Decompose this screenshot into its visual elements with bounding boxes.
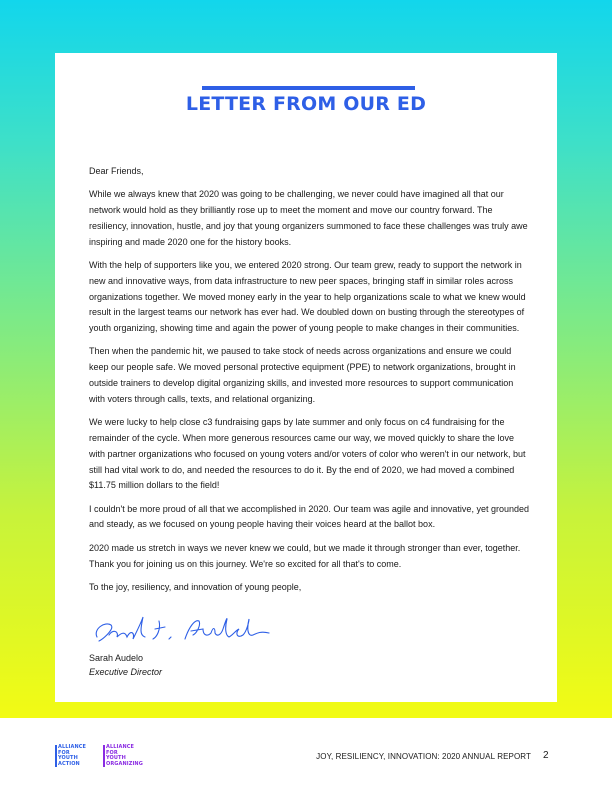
- logo-text: ALLIANCE: [106, 744, 135, 750]
- paragraph: We were lucky to help close c3 fundraising gaps by late summer and only focus on c4 fundraising for the remainder of the cycle. When more generous resources came our way, we moved quickly to share the love with partner organizations who focused on young voters and/or voters of color who weren't in our network, but still had vital work to do, and needed the resources to do it. By the end of 2020, we had moved a combined $11.75 million dollars to the field!: [89, 417, 526, 491]
- letter-body: [89, 164, 529, 603]
- signature-title: Executive Director: [89, 667, 163, 677]
- signature-name: Sarah Audelo: [89, 653, 144, 663]
- letter-card: [55, 53, 557, 702]
- salutation: Dear Friends,: [89, 166, 144, 176]
- title-accent-bar: [202, 86, 415, 90]
- handwritten-signature: [89, 613, 279, 647]
- logo-bar: [55, 745, 57, 767]
- logo-text: YOUTH: [58, 755, 78, 761]
- paragraph: With the help of supporters like you, we entered 2020 strong. Our team grew, ready to support the network in new and innovative ways, from data infrastructure to new peer spaces, bringing staff in similar roles across organizations together. We moved money early in the year to help organizations scale to what we knew would result in the largest teams our network has ever had. We doubled down on busting through the stereotypes of youth organizing, showing time and again the power of young people to make changes in their communities.: [89, 259, 526, 334]
- paragraph: I couldn't be more proud of all that we accomplished in 2020. Our team was agile and innovative, yet grounded and steady, as we focused on young people having their voices heard at the ballot box.: [89, 503, 529, 530]
- alliance-youth-action-logo: [55, 745, 86, 767]
- logo-text: ACTION: [58, 760, 80, 767]
- paragraph: 2020 made us stretch in ways we never knew we could, but we made it through stronger than ever, together. Thank you for joining us on this journey. We're so excited for all that's to come.: [89, 542, 521, 569]
- logo-text: FOR: [106, 749, 118, 756]
- page-title: LETTER FROM OUR ED: [185, 93, 427, 115]
- paragraph: While we always knew that 2020 was going to be challenging, we never could have imagined all that our network would hold as they brilliantly rose up to meet the moment and move our country forward. The resiliency, innovation, hustle, and joy that young organizers summoned to face these challenges was truly awe inspiring and made 2020 one for the history books.: [89, 189, 528, 247]
- logo-text: YOUTH: [106, 755, 126, 761]
- alliance-youth-organizing-logo: [103, 745, 143, 767]
- closing: To the joy, resiliency, and innovation of young people,: [89, 581, 302, 592]
- paragraph: Then when the pandemic hit, we paused to take stock of needs across organizations and ensure we could keep our people safe. We moved personal protective equipment (PPE) to network organizations, brought in outside trainers to develop digital organizing skills, and invested more resources to support communication with voters through calls, texts, and relational organizing.: [89, 346, 516, 404]
- logo-text: ALLIANCE: [58, 744, 87, 750]
- logo-text: FOR: [58, 749, 70, 756]
- report-label: JOY, RESILIENCY, INNOVATION: 2020 ANNUAL REPORT: [316, 752, 531, 761]
- page-number: 2: [543, 750, 549, 761]
- logo-text: ORGANIZING: [106, 760, 143, 767]
- logo-bar: [103, 745, 105, 767]
